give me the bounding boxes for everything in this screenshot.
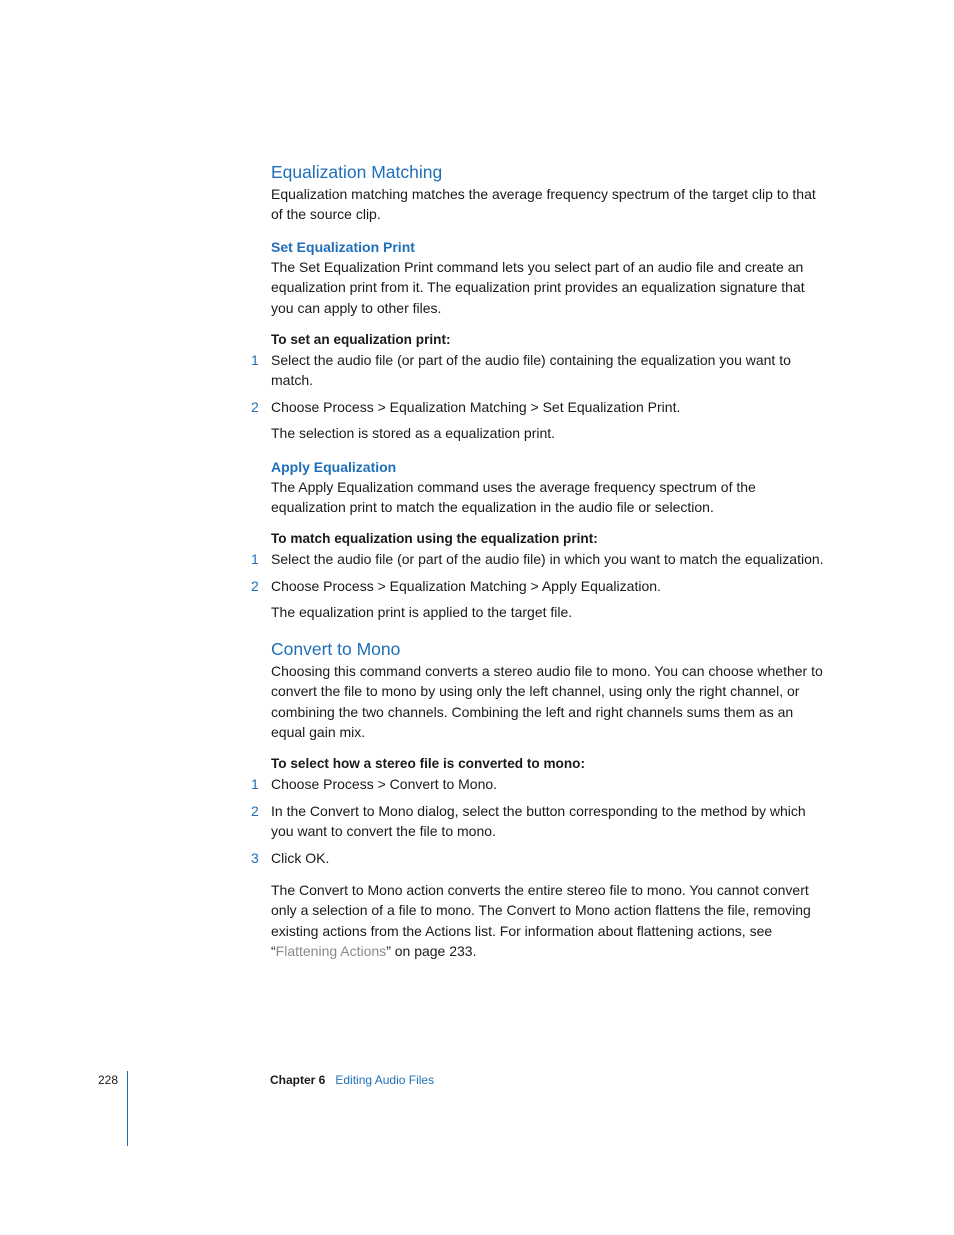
step-text: Click OK.: [271, 849, 330, 866]
page-content: [251, 160, 831, 962]
note-text-end: ” on page 233.: [386, 943, 477, 960]
subsection-body: The Set Equalization Print command lets you select part of an audio file and create an equalization print from it. The equalization print provides an equalization signature that you can apply to other files.: [271, 258, 805, 316]
step-number: 1: [251, 551, 259, 568]
step-item: [251, 576, 831, 596]
section-note: [271, 880, 831, 962]
step-item: [251, 397, 831, 417]
chapter-title: Editing Audio Files: [335, 1073, 435, 1087]
step-result: The equalization print is applied to the target file.: [271, 604, 573, 621]
step-item: [251, 801, 831, 842]
step-item: [251, 350, 831, 391]
step-item: [251, 549, 831, 569]
step-text: Choose Process > Equalization Matching > Set Equalization Print.: [271, 398, 681, 415]
cross-reference-link[interactable]: Flattening Actions: [275, 943, 387, 960]
section-heading-convert-to-mono: Convert to Mono: [271, 638, 401, 659]
step-number: 3: [251, 849, 259, 866]
footer-divider: [127, 1071, 128, 1146]
step-item: [251, 848, 831, 868]
step-result: The selection is stored as a equalization print.: [271, 425, 556, 442]
step-number: 2: [251, 577, 259, 594]
task-heading: To select how a stereo file is converted to mono:: [271, 756, 585, 772]
note-text: The Convert to Mono action converts the entire stereo file to mono. You cannot convert only a selection of a file to mono. The Convert to Mono action flattens the file, removing existing actions from the Actions list. For information about flattening actions, see “: [271, 881, 811, 960]
step-text: Choose Process > Convert to Mono.: [271, 776, 498, 793]
step-item: [251, 774, 831, 794]
section-heading-equalization-matching: Equalization Matching: [271, 162, 443, 182]
chapter-label: Chapter 6: [270, 1073, 326, 1087]
step-text: In the Convert to Mono dialog, select the button corresponding to the method by which you want to convert the file to mono.: [271, 802, 806, 840]
step-text: Choose Process > Equalization Matching > Apply Equalization.: [271, 577, 661, 594]
subsection-heading-set-equalization-print: Set Equalization Print: [271, 238, 415, 255]
step-number: 1: [251, 352, 259, 369]
step-text: Select the audio file (or part of the audio file) in which you want to match the equalization.: [271, 551, 824, 568]
section-intro: Choosing this command converts a stereo audio file to mono. You can choose whether to convert the file to mono by using only the left channel, using only the right channel, or combining the two channels. Combining the left and right channels sums them as an equal gain mix.: [271, 662, 823, 740]
section-intro: Equalization matching matches the average frequency spectrum of the target clip to that of the source clip.: [271, 186, 816, 223]
task-heading: To set an equalization print:: [271, 332, 451, 348]
footer-chapter: [270, 1071, 434, 1089]
subsection-body: The Apply Equalization command uses the average frequency spectrum of the equalization print to match the equalization in the audio file or selection.: [271, 478, 756, 516]
subsection-heading-apply-equalization: Apply Equalization: [271, 458, 397, 475]
step-number: 1: [251, 776, 259, 793]
step-number: 2: [251, 398, 259, 415]
step-number: 2: [251, 802, 259, 819]
task-heading: To match equalization using the equalization print:: [271, 531, 598, 547]
step-text: Select the audio file (or part of the audio file) containing the equalization you want to match.: [271, 352, 791, 389]
page-number: 228: [98, 1073, 119, 1087]
